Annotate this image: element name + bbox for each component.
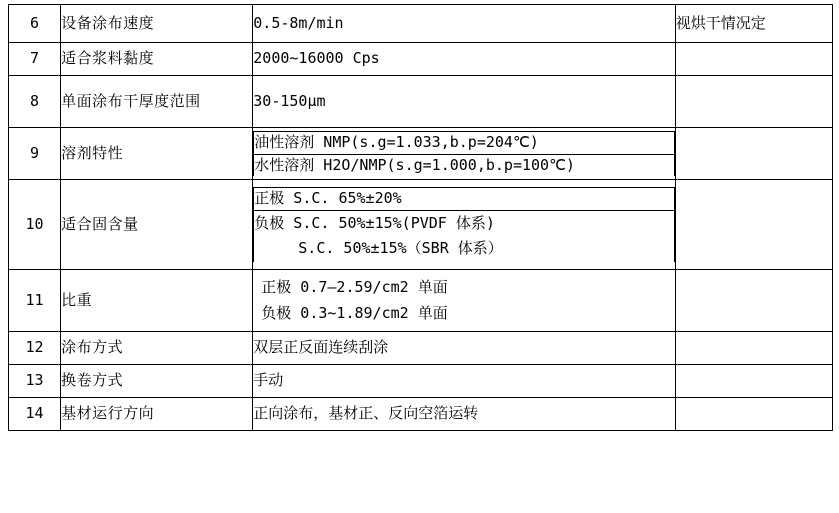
value-line: S.C. 50%±15%（SBR 体系）: [298, 239, 503, 258]
table-row: [9, 365, 833, 398]
row-name: 设备涂布速度: [61, 5, 253, 43]
value-line: 正极 S.C. 65%±20%: [254, 187, 675, 210]
row-number: 9: [9, 128, 61, 180]
row-name: 涂布方式: [61, 332, 253, 365]
row-value: 正向涂布，基材正、反向空箔运转: [253, 398, 676, 431]
value-sublist: [253, 131, 675, 177]
row-name: 单面涂布干厚度范围: [61, 76, 253, 128]
row-note: [675, 365, 832, 398]
value-line: 负极 0.3~1.89/cm2 单面: [261, 303, 448, 322]
value-line: 正极 0.7—2.59/cm2 单面: [261, 277, 448, 296]
row-value-group: [253, 180, 676, 270]
row-note: 视烘干情况定: [675, 5, 832, 43]
row-value: 手动: [253, 365, 676, 398]
row-note: [675, 270, 832, 332]
row-value: 双层正反面连续刮涂: [253, 332, 676, 365]
row-number: 7: [9, 43, 61, 76]
row-value-group: [253, 270, 676, 332]
value-line-group: [254, 210, 675, 262]
row-note: [675, 43, 832, 76]
value-line: 负极 S.C. 50%±15%(PVDF 体系): [254, 213, 495, 232]
row-number: 13: [9, 365, 61, 398]
row-name: 适合固含量: [61, 180, 253, 270]
row-value: 0.5-8m/min: [253, 5, 676, 43]
value-line: 水性溶剂 H2O/NMP(s.g=1.000,b.p=100℃): [254, 154, 675, 176]
row-note: [675, 332, 832, 365]
row-number: 8: [9, 76, 61, 128]
table-row: [9, 180, 833, 270]
row-number: 6: [9, 5, 61, 43]
table-row: [9, 332, 833, 365]
table-row: [9, 270, 833, 332]
row-note: [675, 76, 832, 128]
table-row: [9, 5, 833, 43]
row-number: 14: [9, 398, 61, 431]
row-value-group: [253, 128, 676, 180]
row-name: 换卷方式: [61, 365, 253, 398]
row-number: 10: [9, 180, 61, 270]
table-row: [9, 398, 833, 431]
row-note: [675, 128, 832, 180]
row-name: 溶剂特性: [61, 128, 253, 180]
row-number: 12: [9, 332, 61, 365]
value-sublist: [253, 187, 675, 262]
row-note: [675, 398, 832, 431]
row-name: 比重: [61, 270, 253, 332]
row-number: 11: [9, 270, 61, 332]
row-note: [675, 180, 832, 270]
table-row: [9, 76, 833, 128]
table-row: [9, 128, 833, 180]
table-row: [9, 43, 833, 76]
row-value: 30-150μm: [253, 76, 676, 128]
value-line: 油性溶剂 NMP(s.g=1.033,b.p=204℃): [254, 131, 675, 154]
row-name: 适合浆料黏度: [61, 43, 253, 76]
row-value: 2000~16000 Cps: [253, 43, 676, 76]
document-page: [0, 4, 839, 513]
row-name: 基材运行方向: [61, 398, 253, 431]
specification-table: [8, 4, 833, 431]
